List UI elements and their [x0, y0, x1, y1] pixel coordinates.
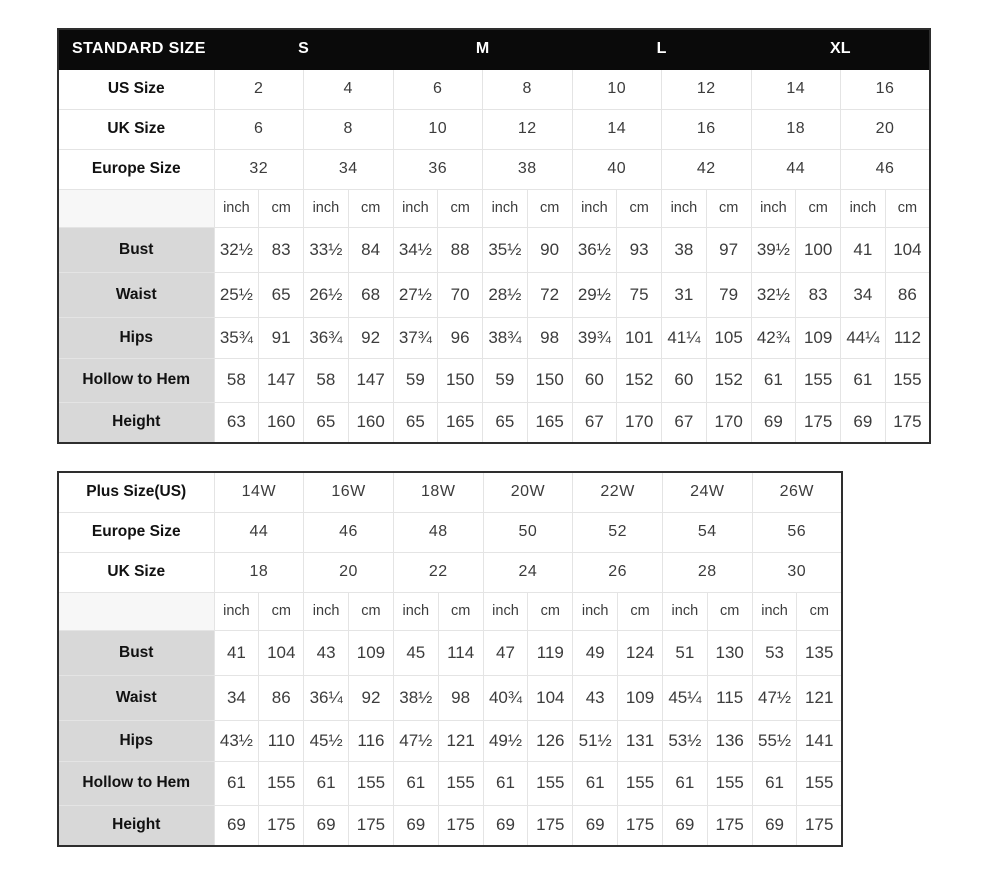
measure-cell: 90 — [527, 227, 572, 272]
measure-cell: 41 — [214, 630, 259, 675]
measure-cell: 152 — [617, 358, 662, 402]
measure-cell: 115 — [707, 675, 752, 720]
measure-cell: 67 — [572, 402, 617, 443]
measure-cell: 72 — [527, 272, 572, 317]
unit-cell: cm — [348, 189, 393, 227]
row-label: Europe Size — [58, 149, 214, 189]
unit-cell: inch — [572, 189, 617, 227]
size-cell: 38 — [483, 149, 573, 189]
measure-cell: 37¾ — [393, 317, 438, 358]
measure-cell: 88 — [438, 227, 483, 272]
measure-cell: 33½ — [304, 227, 349, 272]
measure-cell: 126 — [528, 720, 573, 761]
size-cell: 18 — [751, 109, 841, 149]
row-label: UK Size — [58, 109, 214, 149]
measure-cell: 47 — [483, 630, 528, 675]
measure-cell: 69 — [751, 402, 796, 443]
size-group-header: S — [214, 29, 393, 69]
measure-cell: 175 — [438, 805, 483, 846]
measure-cell: 105 — [706, 317, 751, 358]
size-cell: 28 — [662, 552, 752, 592]
size-row — [58, 512, 842, 552]
measure-cell: 38 — [662, 227, 707, 272]
measure-cell: 61 — [841, 358, 886, 402]
measure-cell: 34 — [214, 675, 259, 720]
measure-cell: 69 — [662, 805, 707, 846]
measure-cell: 155 — [349, 761, 394, 805]
measure-cell: 175 — [259, 805, 304, 846]
measure-cell: 86 — [259, 675, 304, 720]
measure-cell: 29½ — [572, 272, 617, 317]
measure-cell: 69 — [214, 805, 259, 846]
measure-cell: 65 — [483, 402, 528, 443]
size-cell: 10 — [393, 109, 483, 149]
unit-cell: inch — [304, 189, 349, 227]
unit-cell: cm — [438, 189, 483, 227]
measure-cell: 121 — [438, 720, 483, 761]
measure-cell: 109 — [796, 317, 841, 358]
measure-cell: 25½ — [214, 272, 259, 317]
measure-cell: 34½ — [393, 227, 438, 272]
measure-cell: 175 — [796, 402, 841, 443]
size-cell: 14 — [572, 109, 662, 149]
measure-cell: 51 — [662, 630, 707, 675]
measure-row-label: Bust — [58, 630, 214, 675]
measure-cell: 175 — [618, 805, 663, 846]
size-cell: 42 — [662, 149, 752, 189]
unit-cell: cm — [885, 189, 930, 227]
measure-cell: 121 — [797, 675, 842, 720]
size-cell: 50 — [483, 512, 573, 552]
measure-cell: 69 — [752, 805, 797, 846]
measure-cell: 109 — [618, 675, 663, 720]
measure-cell: 155 — [259, 761, 304, 805]
size-cell: 40 — [572, 149, 662, 189]
row-label: Europe Size — [58, 512, 214, 552]
measure-cell: 150 — [438, 358, 483, 402]
measure-row — [58, 675, 842, 720]
measure-cell: 83 — [796, 272, 841, 317]
size-cell: 14W — [214, 472, 304, 512]
measure-cell: 155 — [797, 761, 842, 805]
measure-cell: 91 — [259, 317, 304, 358]
measure-cell: 175 — [528, 805, 573, 846]
unit-cell: cm — [797, 592, 842, 630]
size-cell: 12 — [662, 69, 752, 109]
measure-cell: 35½ — [483, 227, 528, 272]
measure-cell: 34 — [841, 272, 886, 317]
measure-cell: 160 — [348, 402, 393, 443]
size-cell: 48 — [393, 512, 483, 552]
measure-cell: 67 — [662, 402, 707, 443]
measure-cell: 65 — [304, 402, 349, 443]
size-group-header: L — [572, 29, 751, 69]
measure-row-label: Bust — [58, 227, 214, 272]
size-cell: 32 — [214, 149, 304, 189]
measure-cell: 42¾ — [751, 317, 796, 358]
measure-cell: 79 — [706, 272, 751, 317]
measure-cell: 155 — [618, 761, 663, 805]
measure-row-label: Hollow to Hem — [58, 761, 214, 805]
size-row — [58, 69, 930, 109]
measure-cell: 51½ — [573, 720, 618, 761]
size-cell: 46 — [304, 512, 394, 552]
measure-cell: 65 — [259, 272, 304, 317]
measure-cell: 45¼ — [662, 675, 707, 720]
measure-cell: 28½ — [483, 272, 528, 317]
unit-cell: inch — [304, 592, 349, 630]
size-cell: 22W — [573, 472, 663, 512]
measure-cell: 100 — [796, 227, 841, 272]
measure-cell: 116 — [349, 720, 394, 761]
measure-cell: 47½ — [752, 675, 797, 720]
measure-cell: 136 — [707, 720, 752, 761]
measure-cell: 175 — [707, 805, 752, 846]
plus-size-table — [57, 471, 843, 847]
measure-cell: 61 — [393, 761, 438, 805]
measure-cell: 104 — [528, 675, 573, 720]
size-cell: 18W — [393, 472, 483, 512]
measure-cell: 45 — [393, 630, 438, 675]
size-cell: 26 — [573, 552, 663, 592]
unit-row — [58, 189, 930, 227]
measure-row-label: Waist — [58, 272, 214, 317]
measure-cell: 49½ — [483, 720, 528, 761]
size-cell: 44 — [751, 149, 841, 189]
measure-cell: 39½ — [751, 227, 796, 272]
measure-cell: 84 — [348, 227, 393, 272]
measure-cell: 93 — [617, 227, 662, 272]
unit-cell: inch — [214, 592, 259, 630]
measure-cell: 175 — [349, 805, 394, 846]
measure-cell: 43 — [304, 630, 349, 675]
size-cell: 26W — [752, 472, 842, 512]
size-cell: 52 — [573, 512, 663, 552]
measure-cell: 36¼ — [304, 675, 349, 720]
measure-row — [58, 630, 842, 675]
measure-cell: 98 — [438, 675, 483, 720]
size-cell: 6 — [393, 69, 483, 109]
size-cell: 36 — [393, 149, 483, 189]
measure-cell: 59 — [393, 358, 438, 402]
size-cell: 16 — [662, 109, 752, 149]
measure-cell: 175 — [885, 402, 930, 443]
measure-row — [58, 358, 930, 402]
measure-cell: 32½ — [751, 272, 796, 317]
measure-cell: 170 — [706, 402, 751, 443]
unit-cell: inch — [393, 189, 438, 227]
unit-cell: cm — [618, 592, 663, 630]
size-cell: 14 — [751, 69, 841, 109]
measure-cell: 63 — [214, 402, 259, 443]
size-row — [58, 472, 842, 512]
measure-cell: 61 — [214, 761, 259, 805]
unit-cell: cm — [438, 592, 483, 630]
measure-cell: 130 — [707, 630, 752, 675]
measure-cell: 65 — [393, 402, 438, 443]
unit-row — [58, 592, 842, 630]
measure-cell: 83 — [259, 227, 304, 272]
measure-cell: 61 — [483, 761, 528, 805]
measure-row-label: Waist — [58, 675, 214, 720]
unit-row-blank-cell — [58, 592, 214, 630]
measure-cell: 75 — [617, 272, 662, 317]
measure-row — [58, 272, 930, 317]
size-cell: 24 — [483, 552, 573, 592]
measure-cell: 60 — [572, 358, 617, 402]
table-title: STANDARD SIZE — [58, 29, 214, 69]
measure-cell: 160 — [259, 402, 304, 443]
measure-cell: 155 — [796, 358, 841, 402]
measure-cell: 131 — [618, 720, 663, 761]
measure-cell: 69 — [483, 805, 528, 846]
measure-row — [58, 720, 842, 761]
size-row — [58, 552, 842, 592]
measure-cell: 60 — [662, 358, 707, 402]
size-cell: 18 — [214, 552, 304, 592]
row-label: US Size — [58, 69, 214, 109]
unit-cell: inch — [751, 189, 796, 227]
unit-cell: cm — [527, 189, 572, 227]
measure-cell: 155 — [528, 761, 573, 805]
measure-cell: 147 — [348, 358, 393, 402]
size-cell: 10 — [572, 69, 662, 109]
size-cell: 20 — [841, 109, 931, 149]
unit-cell: inch — [393, 592, 438, 630]
measure-row — [58, 227, 930, 272]
measure-row-label: Height — [58, 402, 214, 443]
measure-cell: 104 — [885, 227, 930, 272]
measure-cell: 135 — [797, 630, 842, 675]
size-row — [58, 109, 930, 149]
measure-row — [58, 317, 930, 358]
size-cell: 56 — [752, 512, 842, 552]
measure-cell: 55½ — [752, 720, 797, 761]
measure-cell: 44¼ — [841, 317, 886, 358]
measure-cell: 53 — [752, 630, 797, 675]
measure-row-label: Hips — [58, 317, 214, 358]
unit-cell: inch — [841, 189, 886, 227]
unit-cell: inch — [214, 189, 259, 227]
measure-cell: 47½ — [393, 720, 438, 761]
size-cell: 20 — [304, 552, 394, 592]
standard-size-table — [57, 28, 931, 444]
row-label: Plus Size(US) — [58, 472, 214, 512]
measure-cell: 36½ — [572, 227, 617, 272]
unit-cell: cm — [528, 592, 573, 630]
measure-cell: 110 — [259, 720, 304, 761]
size-group-header: M — [393, 29, 572, 69]
size-cell: 20W — [483, 472, 573, 512]
unit-cell: cm — [707, 592, 752, 630]
unit-cell: cm — [349, 592, 394, 630]
size-cell: 4 — [304, 69, 394, 109]
size-cell: 12 — [483, 109, 573, 149]
size-cell: 6 — [214, 109, 304, 149]
measure-cell: 152 — [706, 358, 751, 402]
measure-cell: 32½ — [214, 227, 259, 272]
measure-cell: 61 — [573, 761, 618, 805]
unit-cell: inch — [483, 189, 528, 227]
size-cell: 16 — [841, 69, 931, 109]
measure-cell: 114 — [438, 630, 483, 675]
measure-cell: 86 — [885, 272, 930, 317]
size-cell: 34 — [304, 149, 394, 189]
measure-cell: 58 — [304, 358, 349, 402]
unit-row-blank-cell — [58, 189, 214, 227]
measure-cell: 41¼ — [662, 317, 707, 358]
table-header-row — [58, 29, 930, 69]
measure-cell: 41 — [841, 227, 886, 272]
measure-cell: 27½ — [393, 272, 438, 317]
unit-cell: inch — [662, 592, 707, 630]
unit-cell: cm — [259, 189, 304, 227]
measure-cell: 31 — [662, 272, 707, 317]
measure-cell: 26½ — [304, 272, 349, 317]
measure-cell: 98 — [527, 317, 572, 358]
measure-row-label: Height — [58, 805, 214, 846]
measure-cell: 165 — [527, 402, 572, 443]
measure-cell: 112 — [885, 317, 930, 358]
measure-cell: 155 — [438, 761, 483, 805]
measure-cell: 43½ — [214, 720, 259, 761]
measure-cell: 119 — [528, 630, 573, 675]
measure-cell: 38½ — [393, 675, 438, 720]
measure-cell: 124 — [618, 630, 663, 675]
measure-row — [58, 402, 930, 443]
unit-cell: cm — [706, 189, 751, 227]
measure-cell: 61 — [751, 358, 796, 402]
measure-cell: 92 — [348, 317, 393, 358]
measure-cell: 61 — [752, 761, 797, 805]
measure-cell: 155 — [885, 358, 930, 402]
size-cell: 16W — [304, 472, 394, 512]
unit-cell: inch — [662, 189, 707, 227]
size-row — [58, 149, 930, 189]
measure-cell: 155 — [707, 761, 752, 805]
size-cell: 54 — [662, 512, 752, 552]
measure-cell: 35¾ — [214, 317, 259, 358]
measure-cell: 175 — [797, 805, 842, 846]
unit-cell: inch — [752, 592, 797, 630]
measure-cell: 36¾ — [304, 317, 349, 358]
measure-cell: 49 — [573, 630, 618, 675]
measure-cell: 43 — [573, 675, 618, 720]
measure-cell: 53½ — [662, 720, 707, 761]
unit-cell: cm — [796, 189, 841, 227]
measure-row-label: Hips — [58, 720, 214, 761]
measure-row — [58, 805, 842, 846]
unit-cell: cm — [259, 592, 304, 630]
measure-cell: 69 — [304, 805, 349, 846]
size-cell: 8 — [304, 109, 394, 149]
measure-cell: 45½ — [304, 720, 349, 761]
unit-cell: cm — [617, 189, 662, 227]
measure-cell: 104 — [259, 630, 304, 675]
unit-cell: inch — [483, 592, 528, 630]
measure-cell: 96 — [438, 317, 483, 358]
measure-cell: 59 — [483, 358, 528, 402]
size-group-header: XL — [751, 29, 930, 69]
size-cell: 30 — [752, 552, 842, 592]
measure-cell: 69 — [841, 402, 886, 443]
size-cell: 44 — [214, 512, 304, 552]
measure-cell: 70 — [438, 272, 483, 317]
size-cell: 24W — [662, 472, 752, 512]
measure-cell: 38¾ — [483, 317, 528, 358]
measure-cell: 92 — [349, 675, 394, 720]
measure-cell: 40¾ — [483, 675, 528, 720]
size-cell: 22 — [393, 552, 483, 592]
measure-cell: 58 — [214, 358, 259, 402]
size-cell: 46 — [841, 149, 931, 189]
measure-cell: 97 — [706, 227, 751, 272]
measure-cell: 170 — [617, 402, 662, 443]
measure-cell: 61 — [304, 761, 349, 805]
measure-cell: 69 — [393, 805, 438, 846]
unit-cell: inch — [573, 592, 618, 630]
measure-cell: 150 — [527, 358, 572, 402]
measure-cell: 61 — [662, 761, 707, 805]
measure-cell: 109 — [349, 630, 394, 675]
measure-row-label: Hollow to Hem — [58, 358, 214, 402]
measure-cell: 39¾ — [572, 317, 617, 358]
measure-cell: 69 — [573, 805, 618, 846]
measure-cell: 101 — [617, 317, 662, 358]
measure-row — [58, 761, 842, 805]
measure-cell: 141 — [797, 720, 842, 761]
size-cell: 2 — [214, 69, 304, 109]
measure-cell: 68 — [348, 272, 393, 317]
row-label: UK Size — [58, 552, 214, 592]
measure-cell: 147 — [259, 358, 304, 402]
measure-cell: 165 — [438, 402, 483, 443]
size-cell: 8 — [483, 69, 573, 109]
